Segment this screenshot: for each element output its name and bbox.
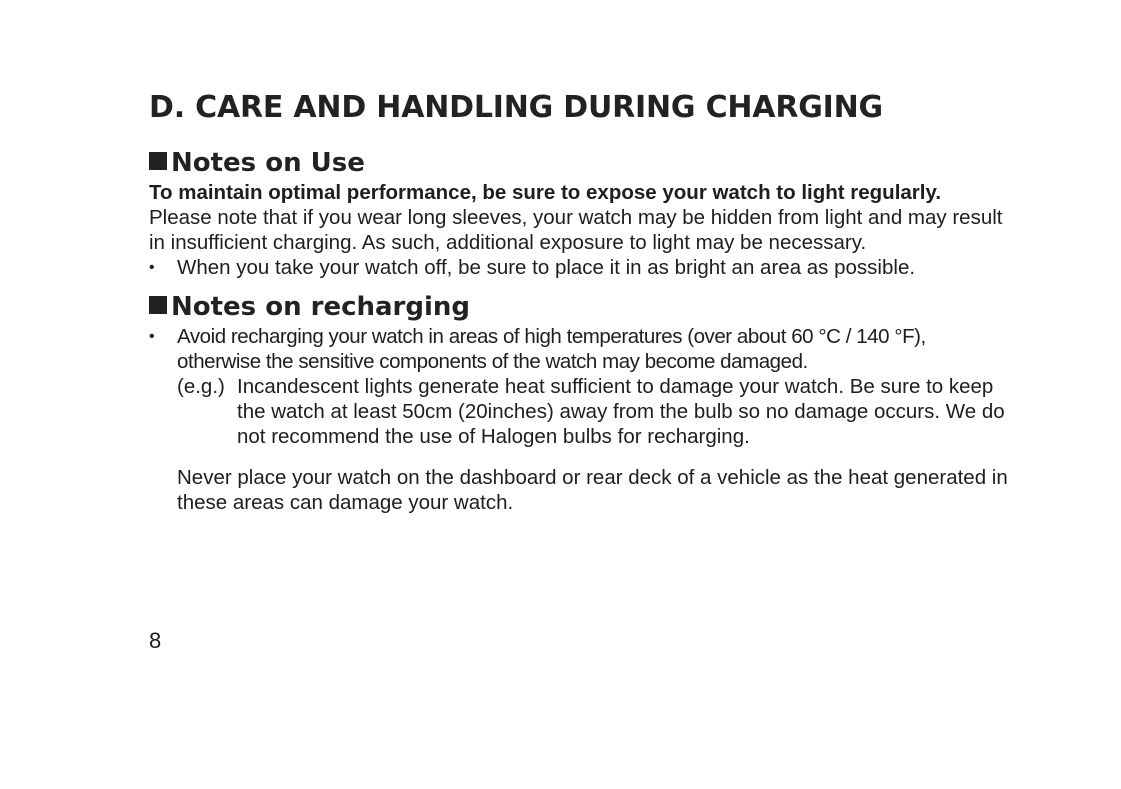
bullet-item: [149, 324, 1009, 374]
square-bullet-icon: [149, 152, 167, 170]
manual-page: [149, 88, 1009, 515]
bullet-item: [149, 255, 1009, 280]
example-label: (e.g.): [177, 375, 225, 398]
square-bullet-icon: [149, 296, 167, 314]
paragraph: Please note that if you wear long sleeves, your watch may be hidden from light and may result in insufficient charging. As such, additional exposure to light may be necessary.: [149, 206, 1003, 254]
bullet-text: When you take your watch off, be sure to place it in as bright an area as possible.: [177, 256, 916, 279]
lead-statement: To maintain optimal performance, be sure to expose your watch to light regularly.: [149, 181, 942, 204]
section-heading-notes-on-use: [149, 146, 1009, 180]
section-heading-label: Notes on Use: [171, 148, 365, 178]
section-heading-label: Notes on recharging: [171, 292, 471, 322]
page-number: 8: [149, 628, 162, 653]
bullet-dot-icon: •: [149, 259, 155, 276]
example-block: [149, 374, 1009, 449]
section-heading-notes-on-recharging: [149, 290, 1009, 324]
page-title: D. CARE AND HANDLING DURING CHARGING: [149, 90, 883, 125]
warning-note: Never place your watch on the dashboard or rear deck of a vehicle as the heat generated in these areas can damage your watch.: [177, 466, 1008, 514]
bullet-text: Avoid recharging your watch in areas of high temperatures (over about 60 °C / 140 °F), otherwise the sensitive components of the watch may become damaged.: [177, 325, 926, 373]
example-text: Incandescent lights generate heat sufficient to damage your watch. Be sure to keep the watch at least 50cm (20inches) away from the bulb so no damage occurs. We do not recommend the use of Halogen bulbs for recharging.: [237, 375, 1005, 448]
bullet-dot-icon: •: [149, 328, 155, 345]
